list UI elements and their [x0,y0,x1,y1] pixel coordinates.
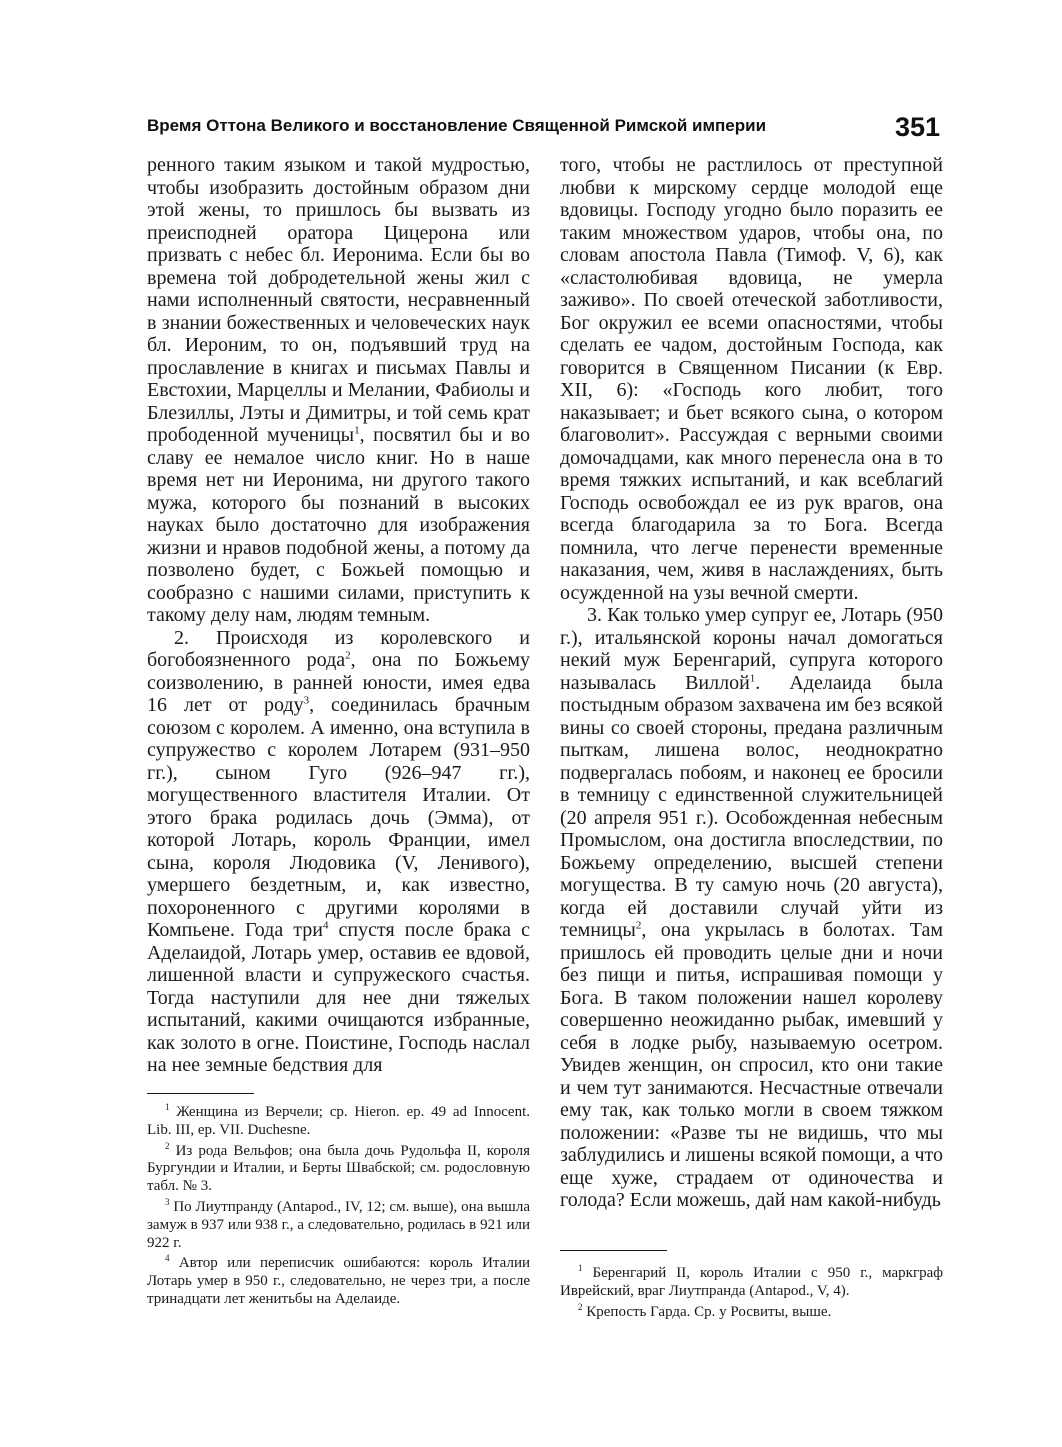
footnote-ref: 1 [749,671,756,684]
paragraph: ренного таким языком и такой мудростью, чтобы изобразить достойным образом дни этой жены, то пришлось бы вызвать из преисподней оратора Цицерона или призвать с небес бл. Иеронима. Если бы во времена той добродетельной жены жил с нами исполненный святости, несравненный в знании божественных и человеческих наук бл. Иероним, то он, подъявший труд на прославление в книгах и письмах Павлы и Евстохии, Марцеллы и Мелании, Фабиолы и Блезиллы, Лэты и Димитры, и той семь крат прободенной мученицы$^1$, посвятил бы и во славу ее немалое число книг. Но в наше время нет ни Иеронима, ни другого такого мужа, которого бы познаний в высоких науках было достаточно для изображения жизни и нравов подобной жены, а потому да позволено будет, с Божьей помощью и сообразно с нашими силами, приступить к такому делу нам, людям темным. [147,154,530,626]
header-title: Время Оттона Великого и восстановление Священной Римской империи [147,116,767,135]
page-number: 351 [894,112,940,142]
footnote-ref: 4 [322,919,329,932]
footnote: $^4$ Автор или переписчик ошибаются: король Италии Лотарь умер в 950 г., следовательно, не через три, а после тринадцати лет женитьбы на Аделаиде. [147,1253,530,1307]
footnotes-right [560,1265,943,1324]
right-column [560,154,943,1212]
footnote-divider [147,1093,254,1094]
footnote: $^1$ Женщина из Верчели; ср. Hieron. ep. 49 ad Innocent. Lib. III, ep. VII. Duchesne. [147,1102,531,1138]
footnote-ref: 3 [303,694,310,707]
footnote-ref: 1 [354,424,360,437]
footnote-ref: 2 [345,649,351,662]
footnote-ref: 2 [635,919,642,932]
footnote: $^1$ Беренгарий II, король Италии с 950 г., маркграф Иврейский, враг Лиутпранда (Antapod., V, 4). [560,1263,944,1299]
paragraph: 2. Происходя из королевского и богобоязненного рода$^2$, она по Божьему соизволению, в ранней юности, имея едва 16 лет от роду$^3$, соединилась брачным союзом с королем. А именно, она вступила в супружество с королем Лотарем (931–950 гг.), сыном Гуго (926–947 гг.), могущественного властителя Италии. От этого брака родилась дочь (Эмма), от которой Лотарь, король Франции, имел сына, короля Людовика (V, Ленивого), умершего бездетным, и, как известно, похороненного с другими королями в Компьене. Года три$^4$ спустя после брака с Аделаидой, Лотарь умер, оставив ее вдовой, лишенной власти и супружеского счастья. Тогда наступили для нее дни тяжелых испытаний, какими очищаются избранные, как золото в огне. Поистине, Господь наслал на нее земные бедствия для [147,626,530,1076]
paragraph: 3. Как только умер супруг ее, Лотарь (950 г.), итальянской короны начал домогаться некий муж Беренгарий, супруга которого называлась Виллой$^1$. Аделаида была постыдным образом захвачена им без всякой вины со своей стороны, предана различным пыткам, лишена волос, неоднократно подвергалась побоям, и наконец ее бросили в темницу с единственной служительницей (20 апреля 951 г.). Особожденная небесным Промыслом, она достигла впоследствии, по Божьему определению, высшей степени могущества. В ту самую ночь (20 августа), когда ей доставили случай уйти из темницы$^2$, она укрылась в болотах. Там пришлось ей проводить целые дни и ночи без пищи и питья, испрашивая помощи у Бога. В таком положении нашел королеву совершенно неожиданно рыбак, имевший у себя в лодке рыбу, называемую осетром. Увидев женщин, он спросил, кто они такие и чем тут занимаются. Несчастные отвечали ему так, как только могли в своем тяжком положении: «Разве ты не видишь, что мы заблудились и лишены всякой помощи, а что еще хуже, страдаем от одиночества и голода? Если можешь, дай нам какой-нибудь [560,604,943,1211]
footnote: $^2$ Из рода Вельфов; она была дочь Рудольфа II, короля Бургундии и Италии, и Берты Швабской; см. родословную табл. № 3. [147,1140,531,1195]
paragraph: того, чтобы не растлилось от преступной любви к мирскому сердце молодой еще вдовицы. Господу угодно было поразить ее таким множеством ударов, чтобы она, по словам апостола Павла (Тимоф. V, 6), как «сластолюбивая вдовица, не умерла заживо». По своей отеческой заботливости, Бог окружил ее всеми опасностями, чтобы сделать ее чадом, достойным Господа, как говорится в Священном Писании (к Евр. XII, 6): «Господь кого любит, того наказывает; и бьет всякого сына, о котором благоволит». Рассуждая с верными своими домочадцами, как много перенесла она в то время тяжких испытаний, и как всеблагий Господь освобождал ее из рук врагов, она всегда благодарила за то Бога. Всегда помнила, что легче перенести временные наказания, чем, живя в наслаждениях, быть осужденной на узы вечной смерти. [560,154,943,604]
footnote: $^3$ По Лиутпранду (Antapod., IV, 12; см. выше), она вышла замуж в 937 или 938 г., а следовательно, родилась в 921 или 922 г. [147,1196,531,1251]
footnote: $^2$ Крепость Гарда. Ср. у Росвиты, выше. [578,1301,832,1320]
footnotes-left [147,1104,530,1312]
left-column [147,154,530,1077]
footnote-divider [560,1250,667,1251]
